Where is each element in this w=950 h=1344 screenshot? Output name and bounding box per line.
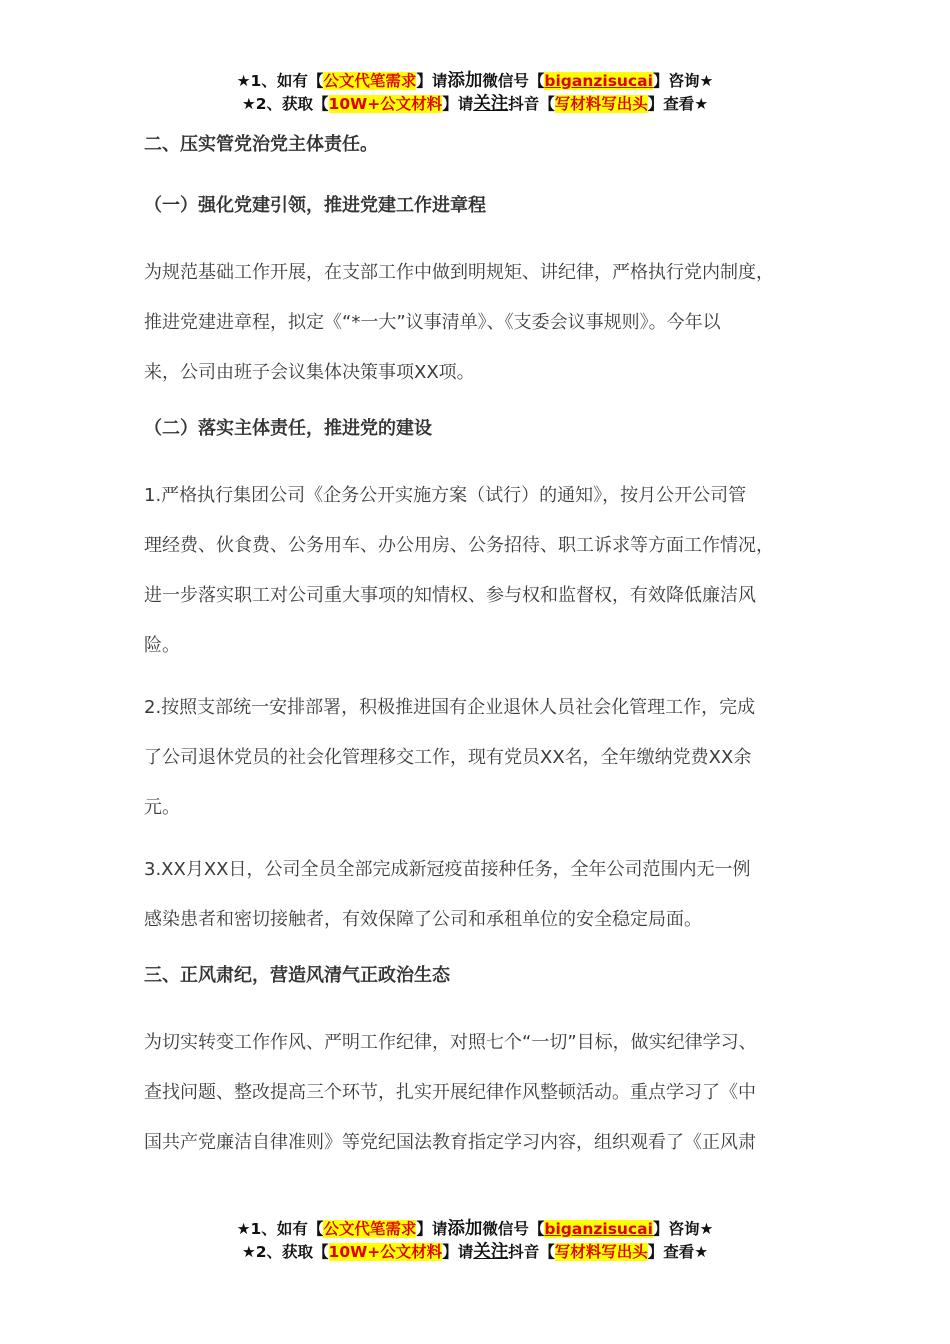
wechat-id: biganzisucai: [544, 72, 653, 90]
subsection-heading: （一）强化党建引领，推进党建工作进章程: [144, 195, 486, 216]
emphasis-text: 关注: [473, 94, 509, 114]
banner-line-2: [0, 1241, 950, 1264]
banner-line-1: [0, 70, 950, 93]
banner-text: 】咨询★: [652, 1220, 714, 1238]
emphasis-text: 添加: [447, 71, 483, 91]
paragraph-line: 来，公司由班子会议集体决策事项XX项。: [144, 362, 475, 383]
banner-text: ★1、如有【: [236, 1220, 324, 1238]
highlight-text: 10W+公文材料: [328, 95, 443, 113]
douyin-id: 写材料写出头: [554, 95, 648, 113]
douyin-id: 写材料写出头: [554, 1243, 648, 1261]
paragraph-line: 为切实转变工作作风、严明工作纪律，对照七个“一切”目标，做实纪律学习、: [144, 1032, 757, 1053]
banner-text: 】查看★: [647, 95, 709, 113]
paragraph: [144, 1018, 819, 1168]
header-banner: [0, 70, 950, 116]
paragraph-line: 感染患者和密切接触者，有效保障了公司和承租单位的安全稳定局面。: [144, 909, 702, 930]
emphasis-text: 添加: [447, 1219, 483, 1239]
banner-text: 】请: [416, 72, 448, 90]
paragraph-line: 查找问题、整改提高三个环节，扎实开展纪律作风整顿活动。重点学习了《中: [144, 1082, 756, 1103]
paragraph: [144, 471, 819, 671]
paragraph-line: 国共产党廉洁自律准则》等党纪国法教育指定学习内容，组织观看了《正风肃: [144, 1132, 756, 1153]
paragraph-line: 推进党建进章程，拟定《“*一大”议事清单》、《支委会议事规则》。今年以: [144, 312, 721, 333]
emphasis-text: 关注: [473, 1242, 509, 1262]
footer-banner: [0, 1218, 950, 1264]
highlight-text: 10W+公文材料: [328, 1243, 443, 1261]
banner-text: ★2、获取【: [241, 95, 329, 113]
section-heading: 三、正风肃纪，营造风清气正政治生态: [144, 965, 450, 986]
banner-text: ★2、获取【: [241, 1243, 329, 1261]
paragraph: [144, 248, 819, 398]
document-body: [144, 126, 819, 1168]
highlight-text: 公文代笔需求: [323, 1220, 417, 1238]
paragraph: [144, 845, 819, 945]
paragraph-line: 2.按照支部统一安排部署，积极推进国有企业退休人员社会化管理工作，完成: [144, 697, 756, 718]
paragraph-line: 险。: [144, 635, 180, 656]
paragraph-line: 理经费、伙食费、公务用车、办公用房、公务招待、职工诉求等方面工作情况，: [144, 535, 774, 556]
banner-text: ★1、如有【: [236, 72, 324, 90]
paragraph-line: 元。: [144, 797, 180, 818]
banner-text: 微信号【: [482, 1220, 545, 1238]
highlight-text: 公文代笔需求: [323, 72, 417, 90]
banner-line-2: [0, 93, 950, 116]
paragraph-line: 为规范基础工作开展，在支部工作中做到明规矩、讲纪律，严格执行党内制度，: [144, 262, 774, 283]
banner-text: 抖音【: [508, 1243, 555, 1261]
section-heading: 二、压实管党治党主体责任。: [144, 134, 378, 155]
banner-text: 】查看★: [647, 1243, 709, 1261]
banner-text: 】请: [442, 1243, 474, 1261]
wechat-id: biganzisucai: [544, 1220, 653, 1238]
banner-text: 】请: [442, 95, 474, 113]
paragraph-line: 1.严格执行集团公司《企务公开实施方案（试行）的通知》，按月公开公司管: [144, 485, 747, 506]
paragraph-line: 了公司退休党员的社会化管理移交工作，现有党员XX名，全年缴纳党费XX余: [144, 747, 752, 768]
banner-text: 抖音【: [508, 95, 555, 113]
paragraph-line: 3.XX月XX日，公司全员全部完成新冠疫苗接种任务，全年公司范围内无一例: [144, 859, 751, 880]
subsection-heading: （二）落实主体责任，推进党的建设: [144, 418, 432, 439]
banner-text: 】请: [416, 1220, 448, 1238]
banner-text: 】咨询★: [652, 72, 714, 90]
paragraph: [144, 683, 819, 833]
paragraph-line: 进一步落实职工对公司重大事项的知情权、参与权和监督权，有效降低廉洁风: [144, 585, 756, 606]
banner-line-1: [0, 1218, 950, 1241]
banner-text: 微信号【: [482, 72, 545, 90]
